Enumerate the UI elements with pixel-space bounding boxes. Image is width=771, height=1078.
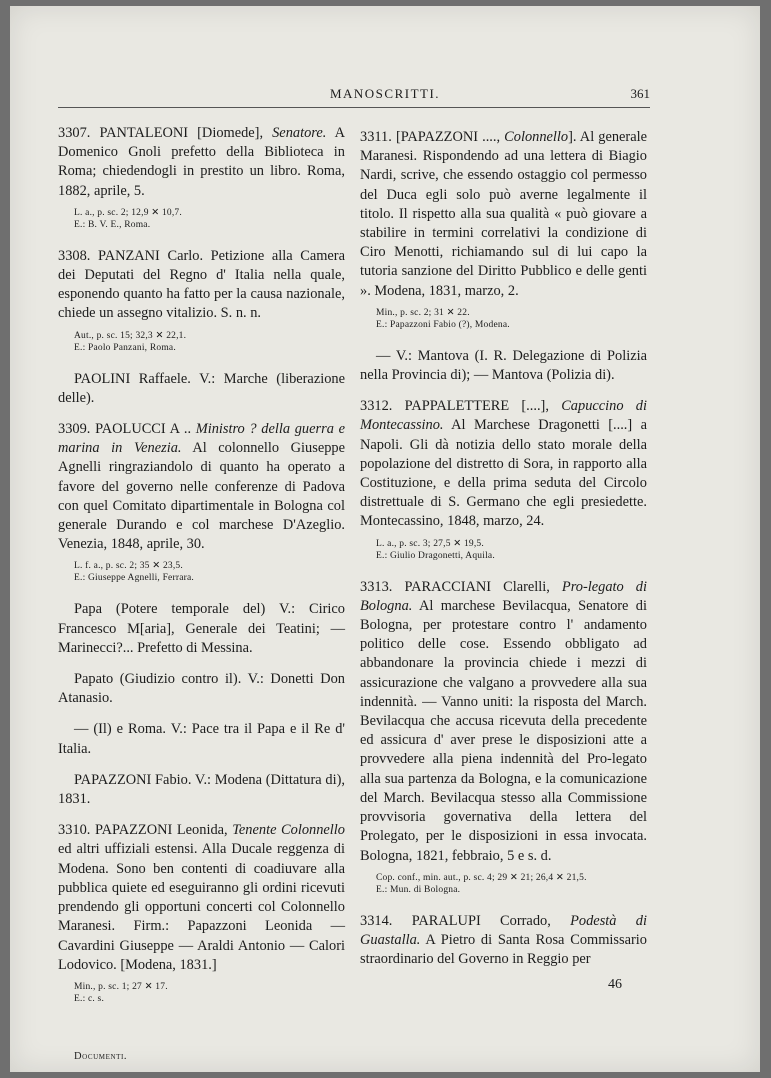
- entry-3314: [360, 912, 647, 970]
- page-header: [10, 86, 760, 108]
- entry-cite: Min., p. sc. 2; 31 ✕ 22.: [376, 307, 470, 318]
- entry-text: Al colonnello Giuseppe Agnelli ringraziandolo di quanto ha operato a favore del governo nelle conferenze di Padova con quel Comitato dipartimentale in Bologna col generale Durando e col marchese D'Azeglio. Venezia, 1848, aprile, 30.: [58, 440, 345, 553]
- entry-text: PAPAZZONI Leonida,: [94, 822, 228, 839]
- entry-number: 3312.: [360, 398, 393, 415]
- entry-cite: L. f. a., p. sc. 2; 35 ✕ 23,5.: [74, 561, 183, 572]
- entry-source: E.: Papazzoni Fabio (?), Modena.: [376, 319, 510, 330]
- entry-text: PANTALEONI [Diomede],: [99, 125, 264, 141]
- page-number: 361: [630, 86, 650, 101]
- right-column: [360, 128, 647, 985]
- entry-number: 3311.: [360, 129, 392, 145]
- entry-role: Ministro ? della guerra e marina in Venezia.: [58, 421, 345, 457]
- running-title: MANOSCRITTI.: [329, 86, 441, 101]
- entry-role: Senatore.: [272, 125, 327, 141]
- entry-source: E.: Giuseppe Agnelli, Ferrara.: [74, 573, 194, 584]
- entry-3312: [360, 397, 647, 561]
- entry-source: E.: B. V. E., Roma.: [74, 219, 151, 230]
- entry-number: 3307.: [58, 125, 91, 141]
- signature-number: 46: [608, 977, 622, 992]
- cross-reference: PAPAZZONI Fabio. V.: Modena (Dittatura di), 1831.: [58, 771, 345, 808]
- entry-role: Pro-legato di Bologna.: [360, 578, 647, 614]
- entry-text: ed altri uffiziali estensi. Alla Ducale reggenza di Modena. Sono ben contenti di coadiuvare alla pubblica quiete ed eseguiranno gli ordini ricevuti prendendo gli opportuni concerti col Colonnello Maranesi. Firm.: Papazzoni Leonida — Cavardini Giuseppe — Araldi Antonio — Calori Lodovico. [Modena, 1831.]: [58, 841, 345, 973]
- cross-reference: PAOLINI Raffaele. V.: Marche (liberazione delle).: [58, 370, 345, 406]
- entry-3310: [58, 821, 345, 1005]
- entry-text: Al marchese Bevilacqua, Senatore di Bologna, per protestare contro l' andamento politico delle cose. Essendo obbligato ad abbandonare la provincia chiede i mezzi di assicurazione che valgano a provvedere alla sua indennità. — Vanno uniti: la risposta del March. Bevilacqua che accusa ricevuta della precedente ed assicura d' aver prese le disposizioni atte a provvedere alla piena indennità del Pro-legato alla sua partenza da Bologna, e la comunicazione del March. Bevilacqua stesso alla Commissione provvisoria governativa della lettera del Prolegato, per le disposizioni in essa invocata. Bologna, 1821, febbraio, 5 e s. d.: [360, 597, 647, 864]
- entry-text: PAPPALETTERE [....],: [404, 398, 549, 415]
- entry-cite: Min., p. sc. 1; 27 ✕ 17.: [74, 981, 168, 992]
- cross-reference: Papato (Giudizio contro il). V.: Donetti Don Atanasio.: [58, 671, 345, 707]
- entry-number: 3314.: [360, 912, 393, 929]
- entry-3309: [58, 420, 345, 584]
- entry-text: PAOLUCCI A ..: [95, 421, 192, 438]
- cross-reference: — (Il) e Roma. V.: Pace tra il Papa e il Re d' Italia.: [58, 721, 345, 757]
- entry-text: A Domenico Gnoli prefetto della Biblioteca in Roma; chiedendogli in prestito un libro. Roma, 1882, aprile, 5.: [58, 125, 345, 199]
- entry-3313: [360, 578, 647, 896]
- entry-text: A Pietro di Santa Rosa Commissario straordinario del Governo in Reggio per: [360, 931, 647, 968]
- entry-text: PARALUPI Corrado,: [411, 912, 551, 929]
- entry-text: Al Marchese Dragonetti [....] a Napoli. Gli dà notizia dello stato morale della popolazione del distretto di Sora, in rapporto alla Costituzione, e della prima seduta del Circolo distrettuale di S. Germano che egli presiedette. Montecassino, 1848, marzo, 24.: [360, 417, 647, 530]
- left-column: [58, 124, 345, 1021]
- entry-role: Podestà di Guastalla.: [360, 912, 647, 948]
- entry-text: PARACCIANI Clarelli,: [404, 578, 550, 595]
- entry-cite: Cop. conf., min. aut., p. sc. 4; 29 ✕ 21; 26,4 ✕ 21,5.: [376, 872, 587, 883]
- entry-source: E.: c. s.: [74, 993, 105, 1004]
- signature-mark: Documenti.: [74, 1051, 128, 1062]
- entry-cite: L. a., p. sc. 2; 12,9 ✕ 10,7.: [74, 207, 182, 218]
- entry-number: 3313.: [360, 578, 393, 595]
- entry-source: E.: Paolo Panzani, Roma.: [74, 342, 176, 353]
- entry-text: PANZANI Carlo. Petizione alla Camera dei Deputati del Regno d' Italia nella quale, esponendo quanto ha fatto per la causa nazionale, chiede un assegno vitalizio. S. n. n.: [58, 247, 345, 322]
- entry-role: Tenente Colonnello: [232, 822, 345, 839]
- entry-source: E.: Giulio Dragonetti, Aquila.: [376, 550, 495, 561]
- entry-cite: Aut., p. sc. 15; 32,3 ✕ 22,1.: [74, 330, 187, 341]
- entry-3307: [58, 124, 345, 231]
- entry-text: ]. Al generale Maranesi. Rispondendo ad una lettera di Biagio Nardi, scrive, che essendo ostaggio col permesso del Duca egli solo può averne legalmente il titolo. Il rispetto alla sua qualità « può giovare a stabilire in termini correlativi la condizione di Ciro Menotti, richiamando sul di lui capo la tutoria sanzione del Diritto Pubblico e delle genti ». Modena, 1831, marzo, 2.: [360, 129, 647, 299]
- entry-text: [PAPAZZONI ....,: [395, 129, 501, 145]
- entry-role: Colonnello: [504, 129, 569, 145]
- header-rule: [58, 107, 650, 108]
- cross-reference: Papa (Potere temporale del) V.: Cirico Francesco M[aria], Generale dei Teatini; — Marinecci?... Prefetto di Messina.: [58, 601, 345, 656]
- manuscript-page: [10, 6, 760, 1072]
- entry-3308: [58, 247, 345, 354]
- entry-role: Capuccino di Montecassino.: [360, 398, 647, 434]
- entry-number: 3309.: [58, 421, 91, 438]
- entry-3311: [360, 128, 647, 331]
- entry-number: 3310.: [58, 822, 91, 839]
- cross-reference: — V.: Mantova (I. R. Delegazione di Polizia nella Provincia di); — Mantova (Polizia di).: [360, 347, 647, 384]
- entry-cite: L. a., p. sc. 3; 27,5 ✕ 19,5.: [376, 538, 484, 549]
- entry-source: E.: Mun. di Bologna.: [376, 884, 461, 895]
- entry-number: 3308.: [58, 247, 91, 264]
